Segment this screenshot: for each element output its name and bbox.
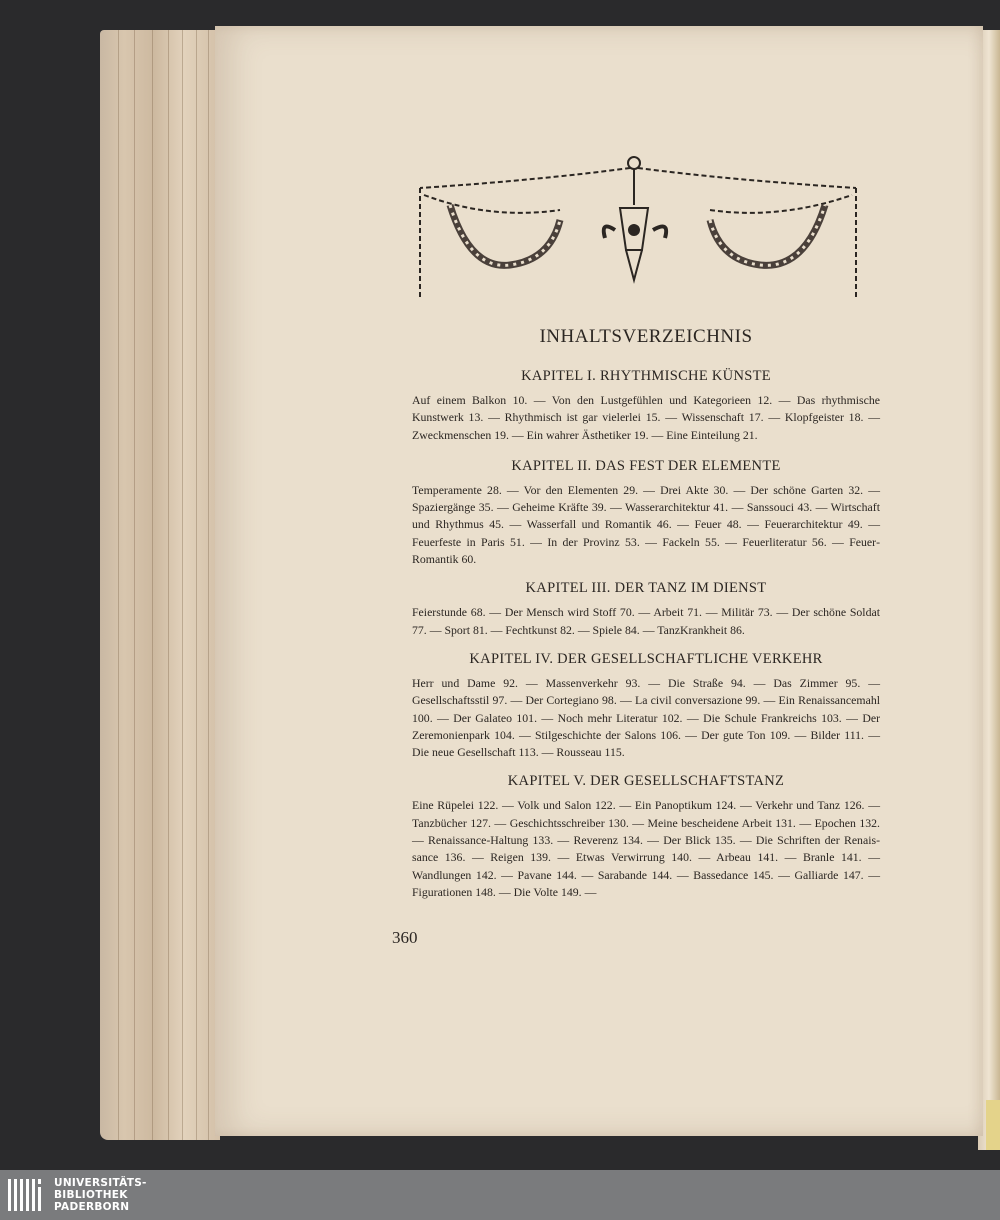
chapter-2-heading: KAPITEL II. DAS FEST DER ELEMENTE [511,457,781,474]
library-name-line-1: UNIVERSITÄTS- [54,1177,147,1189]
chapter-1-heading: KAPITEL I. RHYTHMISCHE KÜNSTE [521,368,771,384]
bookmark-tab [986,1100,1000,1150]
library-footer-bar [0,1170,1000,1220]
table-of-contents [412,320,880,913]
toc-title: INHALTSVERZEICHNIS [539,326,753,347]
chapter-5-heading: KAPITEL V. DER GESELLSCHAFTSTANZ [507,773,785,790]
book-page-edges [100,30,220,1140]
chapter-4-heading: KAPITEL IV. DER GESELLSCHAFTLICHE VERKEHR [469,650,823,667]
chapter-4-entries: Herr und Dame 92. — Massenverkehr 93. — Die Straße 94. — Das Zimmer 95. — Gesellschaftsstil 97. — Der Cortegiano 98. — La civil conversazione 99. — Ein Renaissancemahl 100. — Der Galateo 101. — Noch mehr Literatur 102. — Die Schule Frankreichs 103. — Der Zeremonienpark 104. — Stilgeschichte der Salons 106. — Der gute Ton 109. — Bilder 111. — Die neue Gesellschaft 113. — Rousseau 115. [412,675,880,760]
library-name-line-3: PADERBORN [54,1201,130,1213]
library-logo-icon [6,1177,46,1213]
library-name-line-2: BIBLIOTHEK [54,1189,128,1201]
chapter-2-entries: Temperamente 28. — Vor den Elementen 29. — Drei Akte 30. — Der schöne Garten 32. — Spaziergänge 35. — Geheime Kräfte 39. — Wasserarchitektur 41. — Sanssouci 43. — Wirtschaft und Rhythmus 45. — Wasserfall und Romantik 46. — Feuer 48. — Feuerarchitektur 49. — Feuerfeste in Paris 51. — In der Provinz 53. — Fackeln 55. — Feuerliteratur 56. — FeuerRomantik 60. [412,482,880,567]
chapter-3-heading: KAPITEL III. DER TANZ IM DIENST [525,580,767,597]
chapter-3-entries: Feierstunde 68. — Der Mensch wird Stoff 70. — Arbeit 71. — Militär 73. — Der schöne Soldat 77. — Sport 81. — Fechtkunst 82. — Spiele 84. — TanzKrankheit 86. [412,605,880,637]
chapter-5-entries: Eine Rüpelei 122. — Volk und Salon 122. — Ein Panoptikum 124. — Verkehr und Tanz 126. — Tanzbücher 127. — Geschichtsschreiber 130. — Meine bescheidene Arbeit 131. — Epochen 132. — Renaissance-Haltung 133. — Reverenz 134. — Der Blick 135. — Die Schriften der Renaissance 136. — Reigen 139. — Etwas Verwirrung 140. — Arbeau 141. — Branle 141. — Wandlungen 142. — Pavane 144. — Sarabande 144. — Bassedance 145. — Galliarde 147. — Figurationen 148. — Die Volte 149. — [412,798,880,899]
library-name [54,1177,147,1213]
garland-ornament [410,150,865,310]
page-number: 360 [392,928,418,947]
chapter-1-entries: Auf einem Balkon 10. — Von den Lustgefühlen und Kategorieen 12. — Das rhythmische Kunstwerk 13. — Rhythmisch ist gar vielerlei 15. — Wissenschaft 17. — Klopfgeister 18. — Zweckmenschen 19. — Ein wahrer Ästhetiker 19. — Eine Einteilung 21. [412,393,880,442]
